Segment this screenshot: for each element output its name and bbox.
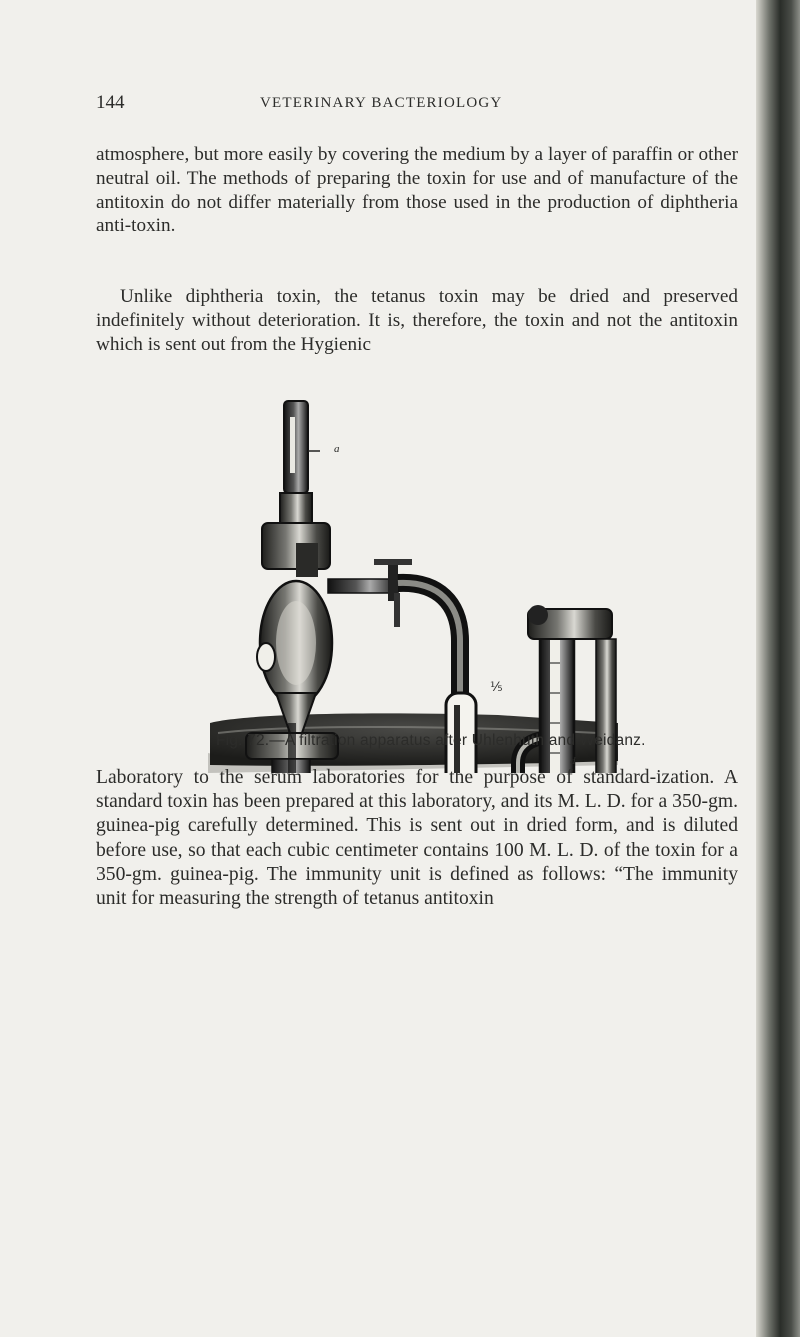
- page-number: 144: [96, 92, 125, 113]
- page-edge-shadow: [756, 0, 800, 1337]
- paragraph-2: Unlike diphtheria toxin, the tetanus toxin may be dried and preserved indefinitely without deterioration. It is, therefore, the toxin and not the antitoxin which is sent out from the Hygienic: [96, 286, 738, 355]
- label-a: a: [334, 443, 340, 455]
- label-d: d: [570, 755, 576, 767]
- label-fraction: ⅕: [490, 679, 503, 694]
- paragraph-3: Laboratory to the serum laboratories for the purpose of standard-ization. A standard toxin has been prepared at this laboratory, and its M. L. D. for a 350-gm. guinea-pig carefully determined. This is sent out in dried form, and is diluted before use, so that each cubic centimeter contains 100 M. L. D. of the toxin for a 350-gm. guinea-pig. The immunity unit is defined as follows: “The immunity unit for measuring the strength of tetanus antitoxin: [96, 767, 738, 910]
- filtration-apparatus-illustration: [198, 393, 638, 773]
- paragraph-1: atmosphere, but more easily by covering the medium by a layer of paraffin or other neutral oil. The methods of preparing the toxin for use and of manufacture of the antitoxin do not differ materially from those used in the production of diphtheria anti-toxin.: [96, 144, 738, 237]
- filtration-apparatus-figure: [198, 393, 638, 773]
- figure-caption: Fig. 72.—A filtration apparatus after Uhlenhuth and Weidanz.: [216, 732, 646, 749]
- page-header: [96, 92, 736, 118]
- running-head: VETERINARY BACTERIOLOGY: [260, 95, 503, 111]
